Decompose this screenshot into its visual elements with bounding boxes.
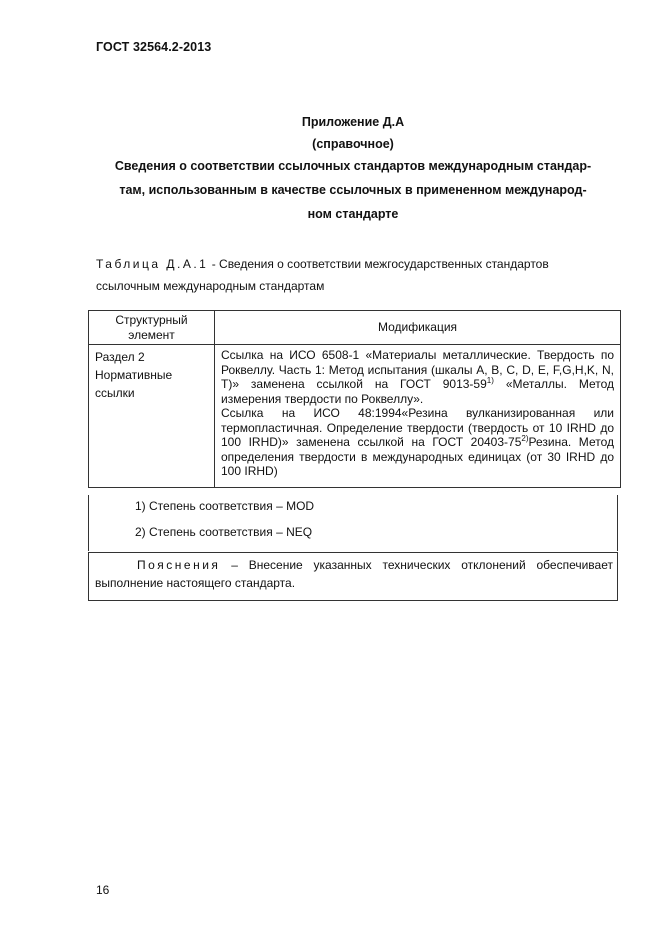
table-row <box>89 345 621 488</box>
table-header-row <box>89 311 621 345</box>
table-caption-text-1: - Сведения о соответствии межгосударственных стандартов <box>208 257 549 271</box>
footnote-2: 2) Степень соответствия – NEQ <box>135 525 313 539</box>
annex-heading-line-3: ном стандарте <box>307 207 399 221</box>
annex-heading-line-1: Сведения о соответствии ссылочных стандартов международным стандар- <box>114 159 592 173</box>
cell-modification <box>215 345 621 488</box>
comparison-table <box>88 310 621 488</box>
footnote-1: 1) Степень соответствия – MOD <box>135 499 315 513</box>
table-caption <box>96 253 621 297</box>
document-code: ГОСТ 32564.2-2013 <box>96 40 212 54</box>
footnotes-block <box>88 495 618 551</box>
page-number: 16 <box>96 883 110 897</box>
modification-text-4: Резина. Метод определения твердости в международных единицах (от 30 IRHD до 100 IRHD) <box>221 435 614 478</box>
cell-structural-element: Раздел 2 Нормативные ссылки <box>89 345 215 488</box>
annex-title: Приложение Д.А <box>301 115 405 129</box>
table-caption-text-2: ссылочным международным стандартам <box>96 279 325 293</box>
explanation-block <box>88 552 618 601</box>
footnote-ref-2: 2) <box>521 434 529 443</box>
modification-text-1: Ссылка на ИСО 6508-1 «Материалы металлические. Твердость по Роквеллу. Часть 1: Метод испытания (шкалы A, B, C, D, E, F,G,H,K, N, T)» заменена ссылкой на ГОСТ 9013-59 <box>221 348 614 391</box>
explanation-label: Пояснения <box>137 558 221 572</box>
explanation-text: – Внесение указанных технических отклонений обеспечивает выполнение настоящего стандарта. <box>95 558 613 590</box>
modification-text-3: Ссылка на ИСО 48:1994«Резина вулканизированная или термопластичная. Определение твердости (твердость от 10 IRHD до 100 IRHD)» заменена ссылкой на ГОСТ 20403-75 <box>221 406 614 449</box>
modification-text-2: «Металлы. Метод измерения твердости по Роквеллу». <box>221 377 614 406</box>
table-caption-label: Таблица Д.А.1 <box>96 257 209 271</box>
col-header-element: Структурный элемент <box>89 311 215 345</box>
footnote-ref-1: 1) <box>486 376 494 385</box>
col-header-modification: Модификация <box>215 311 621 345</box>
annex-status: (справочное) <box>312 137 394 151</box>
annex-heading-line-2: там, использованным в качестве ссылочных в примененном международ- <box>119 183 587 197</box>
